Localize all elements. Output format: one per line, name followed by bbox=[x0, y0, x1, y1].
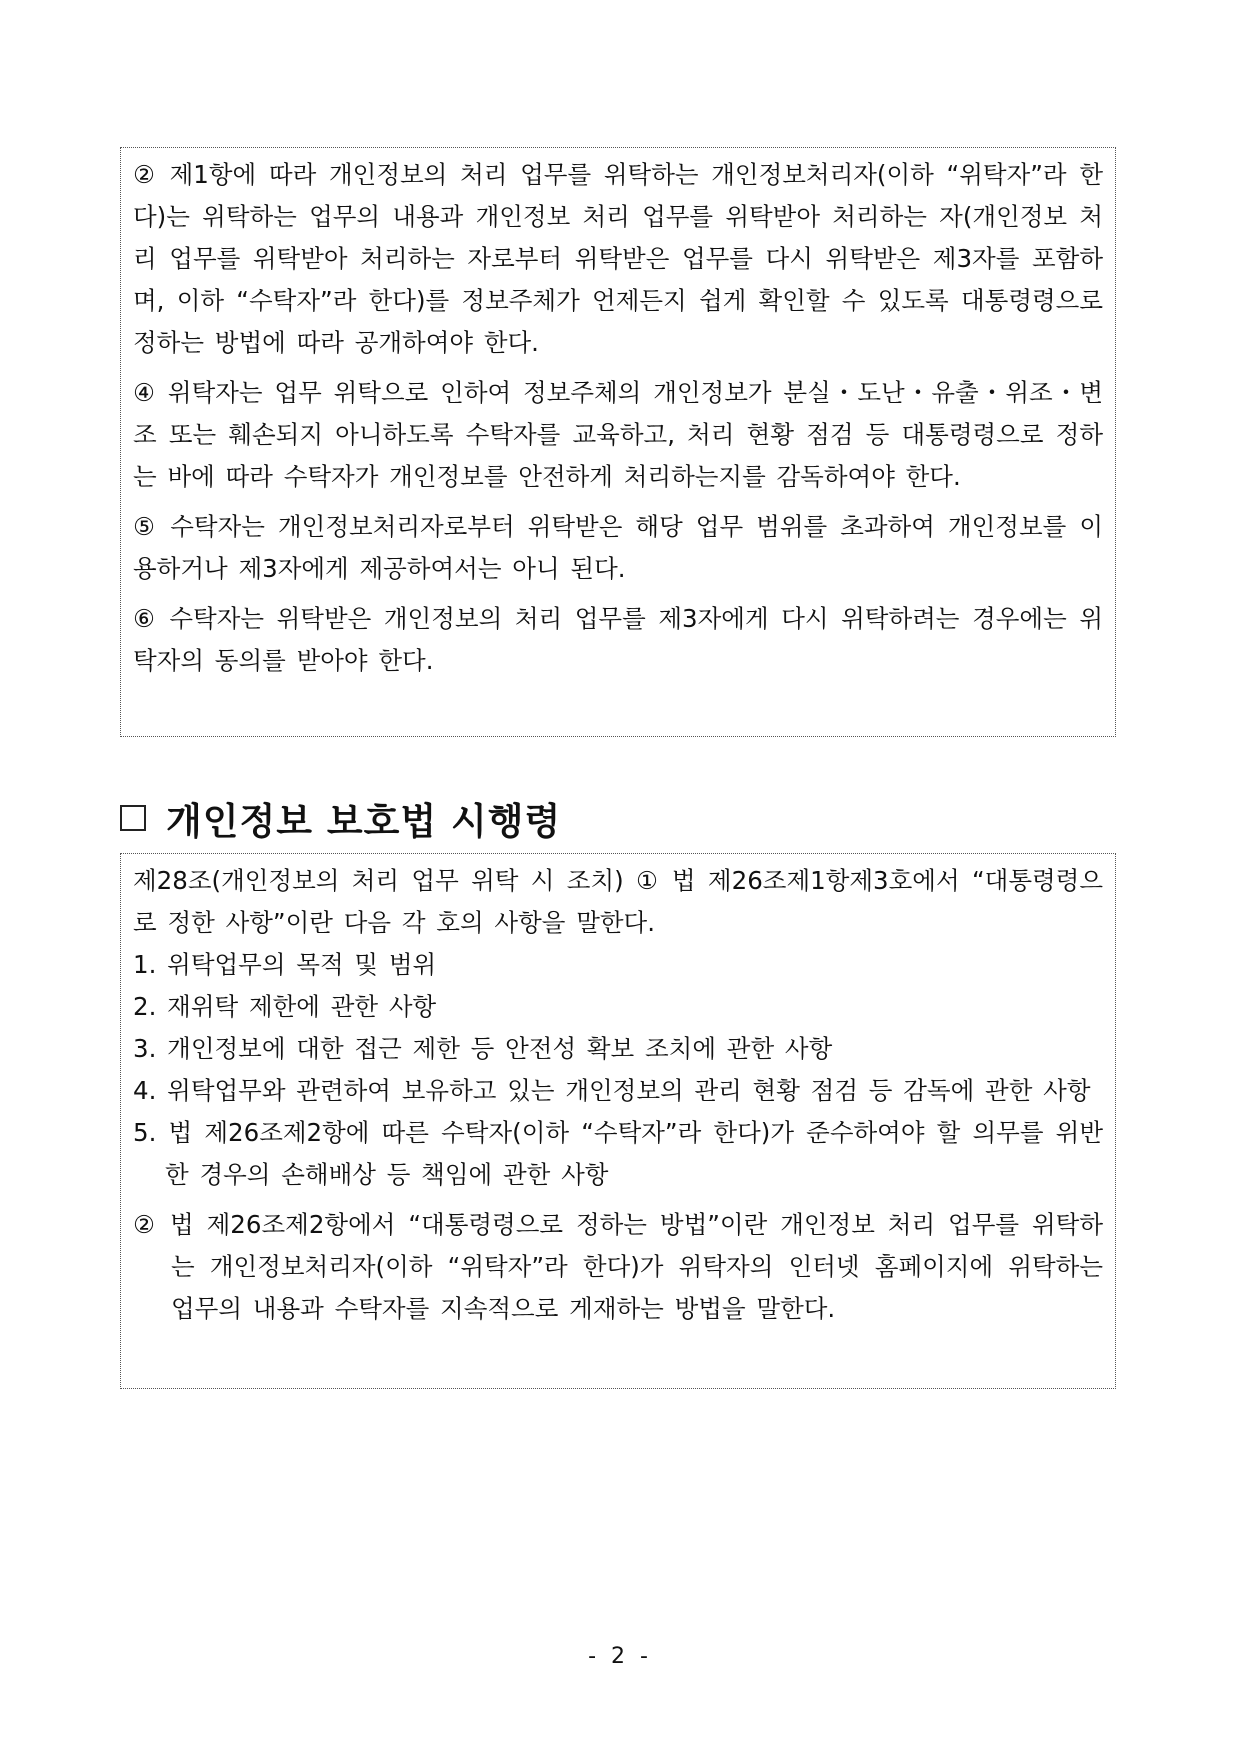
paragraph-2: ② 제1항에 따라 개인정보의 처리 업무를 위탁하는 개인정보처리자(이하 “위탁자”라 한다)는 위탁하는 업무의 내용과 개인정보 처리 업무를 위탁받아 처리하는 자(개인정보 처리 업무를 위탁받아 처리하는 자로부터 위탁받은 업무를 다시 위탁받은 제3자를 포함하며, 이하 “수탁자”라 한다)를 정보주체가 언제든지 쉽게 확인할 수 있도록 대통령령으로 정하는 방법에 따라 공개하여야 한다. bbox=[133, 160, 1103, 357]
paragraph-5: ⑤ 수탁자는 개인정보처리자로부터 위탁받은 해당 업무 범위를 초과하여 개인정보를 이용하거나 제3자에게 제공하여서는 아니 된다. bbox=[133, 512, 1103, 583]
list-item: 4. 위탁업무와 관련하여 보유하고 있는 개인정보의 관리 현황 점검 등 감독에 관한 사항 bbox=[133, 1076, 1091, 1105]
checkbox-bullet-icon bbox=[120, 805, 146, 831]
page-number: - 2 - bbox=[588, 1644, 652, 1669]
statute-excerpt-box bbox=[120, 147, 1116, 737]
list-item: 3. 개인정보에 대한 접근 제한 등 안전성 확보 조치에 관한 사항 bbox=[133, 1034, 833, 1063]
paragraph-4: ④ 위탁자는 업무 위탁으로 인하여 정보주체의 개인정보가 분실・도난・유출・위조・변조 또는 훼손되지 아니하도록 수탁자를 교육하고, 처리 현황 점검 등 대통령령으로 정하는 바에 따라 수탁자가 개인정보를 안전하게 처리하는지를 감독하여야 한다. bbox=[133, 378, 1103, 491]
article-28 bbox=[133, 860, 1103, 944]
list-item: 2. 재위탁 제한에 관한 사항 bbox=[133, 992, 437, 1021]
section-title: 개인정보 보호법 시행령 bbox=[166, 800, 562, 843]
list-item: 1. 위탁업무의 목적 및 범위 bbox=[133, 950, 437, 979]
decree-excerpt-box bbox=[120, 853, 1116, 1389]
article-title: 제28조(개인정보의 처리 업무 위탁 시 조치) bbox=[133, 866, 624, 895]
paragraph-2: ② 법 제26조제2항에서 “대통령령으로 정하는 방법”이란 개인정보 처리 업무를 위탁하는 개인정보처리자(이하 “위탁자”라 한다)가 위탁자의 인터넷 홈페이지에 위탁하는 업무의 내용과 수탁자를 지속적으로 게재하는 방법을 말한다. bbox=[133, 1210, 1103, 1323]
list-item: 5. 법 제26조제2항에 따른 수탁자(이하 “수탁자”라 한다)가 준수하여야 할 의무를 위반한 경우의 손해배상 등 책임에 관한 사항 bbox=[133, 1118, 1103, 1189]
article-intro: ① 법 제26조제1항제3호에서 “대통령령으로 정한 사항”이란 다음 각 호의 사항을 말한다. bbox=[133, 866, 1103, 937]
paragraph-6: ⑥ 수탁자는 위탁받은 개인정보의 처리 업무를 제3자에게 다시 위탁하려는 경우에는 위탁자의 동의를 받아야 한다. bbox=[133, 604, 1103, 675]
section-heading bbox=[120, 790, 561, 846]
